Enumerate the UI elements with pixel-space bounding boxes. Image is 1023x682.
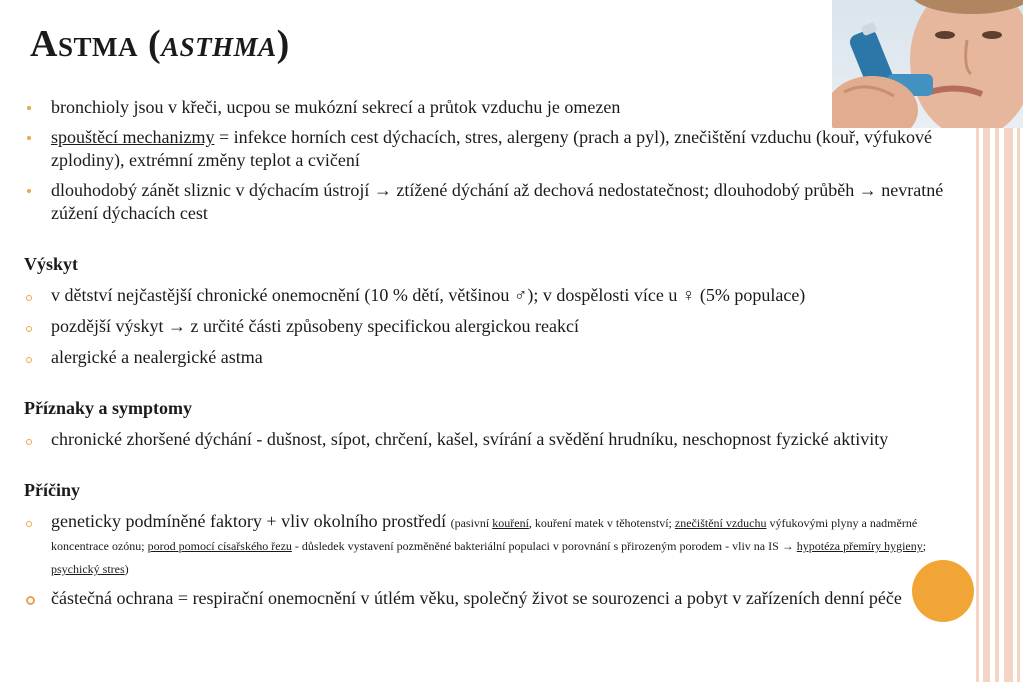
causes-detail-text: , kouření matek v těhotenství; [528, 516, 675, 530]
hygiene-hypothesis-link[interactable]: hypotéza přemíry hygieny [796, 539, 923, 553]
list-item: částečná ochrana = respirační onemocnění v útlém věku, společný život se sourozenci a pobyt v zařízeních denní péče [24, 587, 969, 610]
section-heading-vyskyt: Výskyt [24, 254, 79, 274]
slide-title [30, 22, 290, 66]
list-item: pozdější výskyt → z určité části způsobeny specifickou alergickou reakcí [24, 315, 969, 338]
intro-bullet [24, 96, 969, 119]
causes-main-text: geneticky podmíněné faktory + vliv okolního prostředí [51, 511, 451, 531]
smoking-link[interactable]: kouření [492, 516, 529, 530]
causes-detail-text: ; [922, 539, 927, 553]
intro-bullet [24, 179, 969, 225]
slide-content [24, 96, 969, 618]
psychological-stress-link[interactable]: psychický stres [51, 562, 125, 576]
list-item [24, 510, 969, 579]
decorative-orange-circle [912, 560, 974, 622]
title-italic: asthma [161, 23, 277, 65]
intro-list [24, 96, 969, 225]
causes-detail-text: - důsledek vystavení pozměněné bakteriální populaci v porovnání s přirozeným porodem - vliv na IS → [291, 539, 797, 553]
causes-detail-text: ) [124, 562, 129, 576]
trigger-mechanisms-link[interactable]: spouštěcí mechanizmy [51, 127, 215, 147]
title-suffix: ) [276, 23, 290, 65]
causes-detail-text: (pasivní [450, 516, 493, 530]
priznaky-list [24, 428, 969, 451]
caesarean-section-link[interactable]: porod pomocí císařského řezu [147, 539, 292, 553]
intro-bullet-text: bronchioly jsou v křeči, ucpou se mukózní sekrecí a průtok vzduchu je omezen [51, 97, 621, 117]
intro-bullet-text: = infekce horních cest dýchacích, stres, alergeny (prach a pyl), znečištění vzduchu (kouř, výfukové zplodiny), extrémní změny teplot a cvičení [51, 127, 932, 170]
air-pollution-link[interactable]: znečištění vzduchu [674, 516, 767, 530]
title-prefix: Astma ( [30, 23, 162, 65]
list-item: chronické zhoršené dýchání - dušnost, sípot, chrčení, kašel, svírání a svědění hrudníku, neschopnost fyzické aktivity [24, 428, 969, 451]
intro-bullet [24, 126, 969, 172]
section-heading-priznaky: Příznaky a symptomy [24, 398, 192, 418]
priciny-list [24, 510, 969, 610]
list-item: alergické a nealergické astma [24, 346, 969, 369]
causes-detail-text: výfukovými plyny a nadměrné koncentrace ozónu; [51, 516, 918, 553]
intro-bullet-text: dlouhodobý zánět sliznic v dýchacím ústrojí → ztížené dýchání až dechová nedostatečnost; dlouhodobý průběh → nevratné zúžení dýchacích cest [51, 180, 944, 223]
list-item: v dětství nejčastější chronické onemocnění (10 % dětí, většinou ♂); v dospělosti více u ♀ (5% populace) [24, 284, 969, 307]
section-heading-priciny: Příčiny [24, 480, 80, 500]
vyskyt-list [24, 284, 969, 369]
